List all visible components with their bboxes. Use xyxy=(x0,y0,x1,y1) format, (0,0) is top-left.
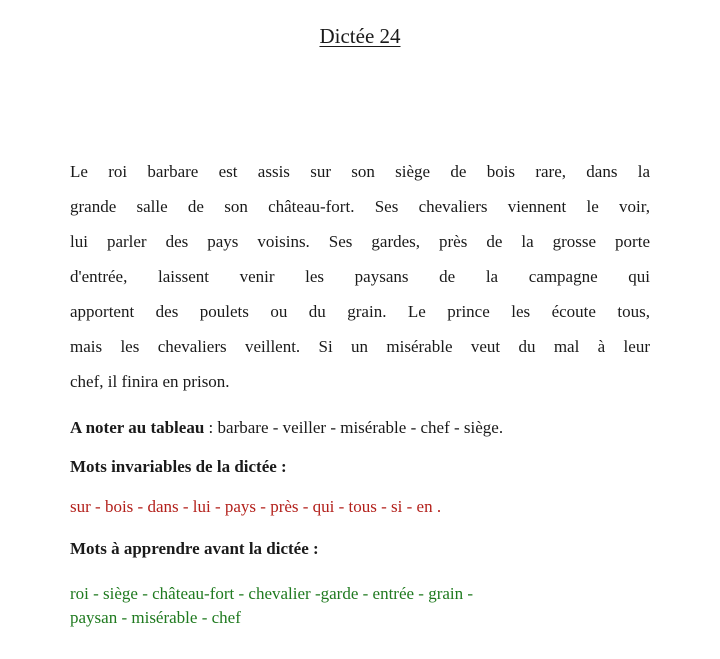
words-to-learn-line: paysan - misérable - chef xyxy=(70,608,241,627)
dictation-line: Le roi barbare est assis sur son siège de bois rare, dans la xyxy=(70,162,650,181)
words-to-learn-line: roi - siège - château-fort - chevalier -garde - entrée - grain - xyxy=(70,584,474,603)
invariable-words-list: sur - bois - dans - lui - pays - près - qui - tous - si - en . xyxy=(70,497,442,516)
words-to-learn-heading: Mots à apprendre avant la dictée : xyxy=(70,539,319,558)
dictation-line: grande salle de son château-fort. Ses chevaliers viennent le voir, xyxy=(70,197,650,216)
words-to-learn-list xyxy=(70,582,473,630)
dictation-title-text: Dictée 24 xyxy=(319,24,401,48)
board-note-words: barbare - veiller - misérable - chef - siège. xyxy=(217,418,504,437)
board-note-label: A noter au tableau xyxy=(70,418,205,437)
dictation-line: apportent des poulets ou du grain. Le prince les écoute tous, xyxy=(70,302,650,321)
dictation-line: mais les chevaliers veillent. Si un misérable veut du mal à leur xyxy=(70,337,650,356)
dictation-text xyxy=(70,154,650,399)
board-note-separator: : xyxy=(204,418,218,437)
dictation-line: lui parler des pays voisins. Ses gardes, près de la grosse porte xyxy=(70,232,650,251)
board-note xyxy=(70,414,670,442)
dictation-line: d'entrée, laissent venir les paysans de la campagne qui xyxy=(70,267,650,286)
dictation-title xyxy=(0,22,720,50)
invariable-words-heading: Mots invariables de la dictée : xyxy=(70,457,287,476)
dictation-line: chef, il finira en prison. xyxy=(70,372,230,391)
